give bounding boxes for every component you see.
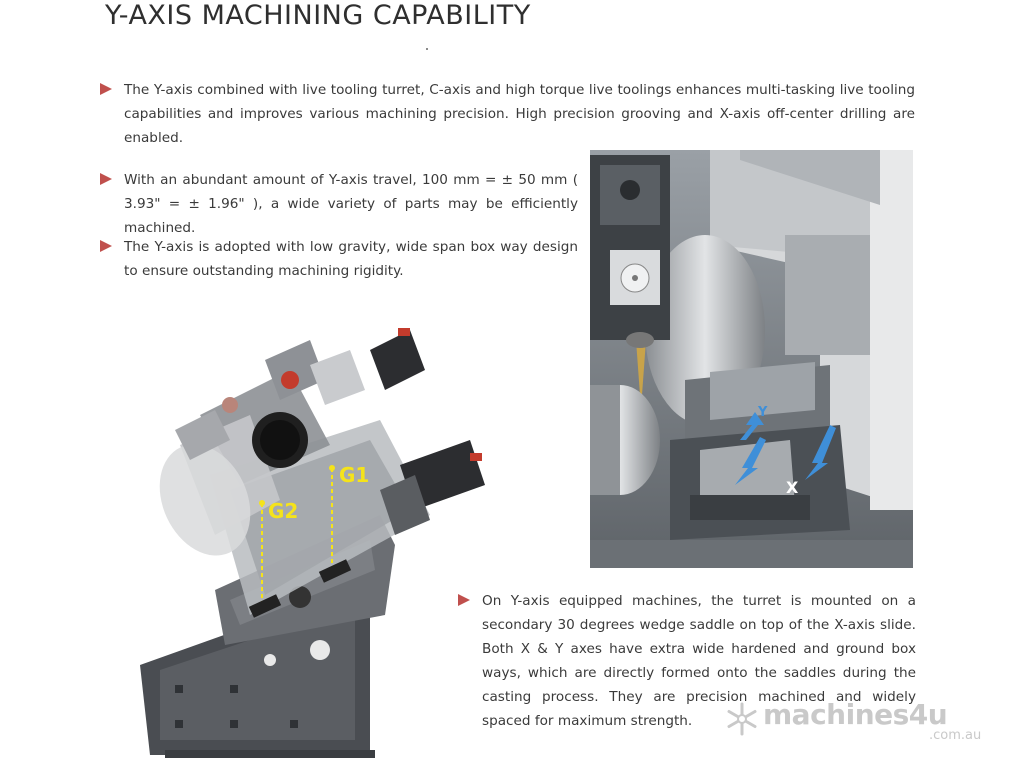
watermark-domain: .com.au [929,728,982,743]
watermark-text: machines4u [763,698,948,731]
triangle-bullet-icon [100,240,112,252]
wedge-saddle-diagram [130,325,510,760]
bullet-text: The Y-axis is adopted with low gravity, wide span box way design to ensure outstanding machining rigidity. [124,239,578,279]
snowflake-icon [725,702,759,736]
y-axis-label: Y [758,405,768,420]
x-axis-label: X [786,478,799,497]
bullet-item [100,235,578,283]
g1-label: G1 [339,463,370,487]
bullet-item [100,168,578,240]
decorative-dot [426,48,428,50]
bullet-item [100,78,915,150]
triangle-bullet-icon [458,594,470,606]
page-title: Y-AXIS MACHINING CAPABILITY [105,0,531,31]
g2-label: G2 [268,499,299,523]
machine-photo [590,150,913,568]
triangle-bullet-icon [100,83,112,95]
bullet-text: The Y-axis combined with live tooling turret, C-axis and high torque live toolings enhances multi-tasking live tooling capabilities and improves various machining precision. High precision grooving and X-axis off-center drilling are enabled. [124,82,915,146]
bullet-text: With an abundant amount of Y-axis travel, 100 mm = ± 50 mm ( 3.93" = ± 1.96" ), a wide variety of parts may be efficiently machined. [124,172,578,236]
watermark-logo [725,700,995,750]
triangle-bullet-icon [100,173,112,185]
bullet-text: On Y-axis equipped machines, the turret is mounted on a secondary 30 degrees wedge saddle on top of the X-axis slide. Both X & Y axes have extra wide hardened and ground box ways, which are directly formed onto the saddles during the casting process. They are precision machined and widely spaced for maximum strength. [482,593,916,729]
